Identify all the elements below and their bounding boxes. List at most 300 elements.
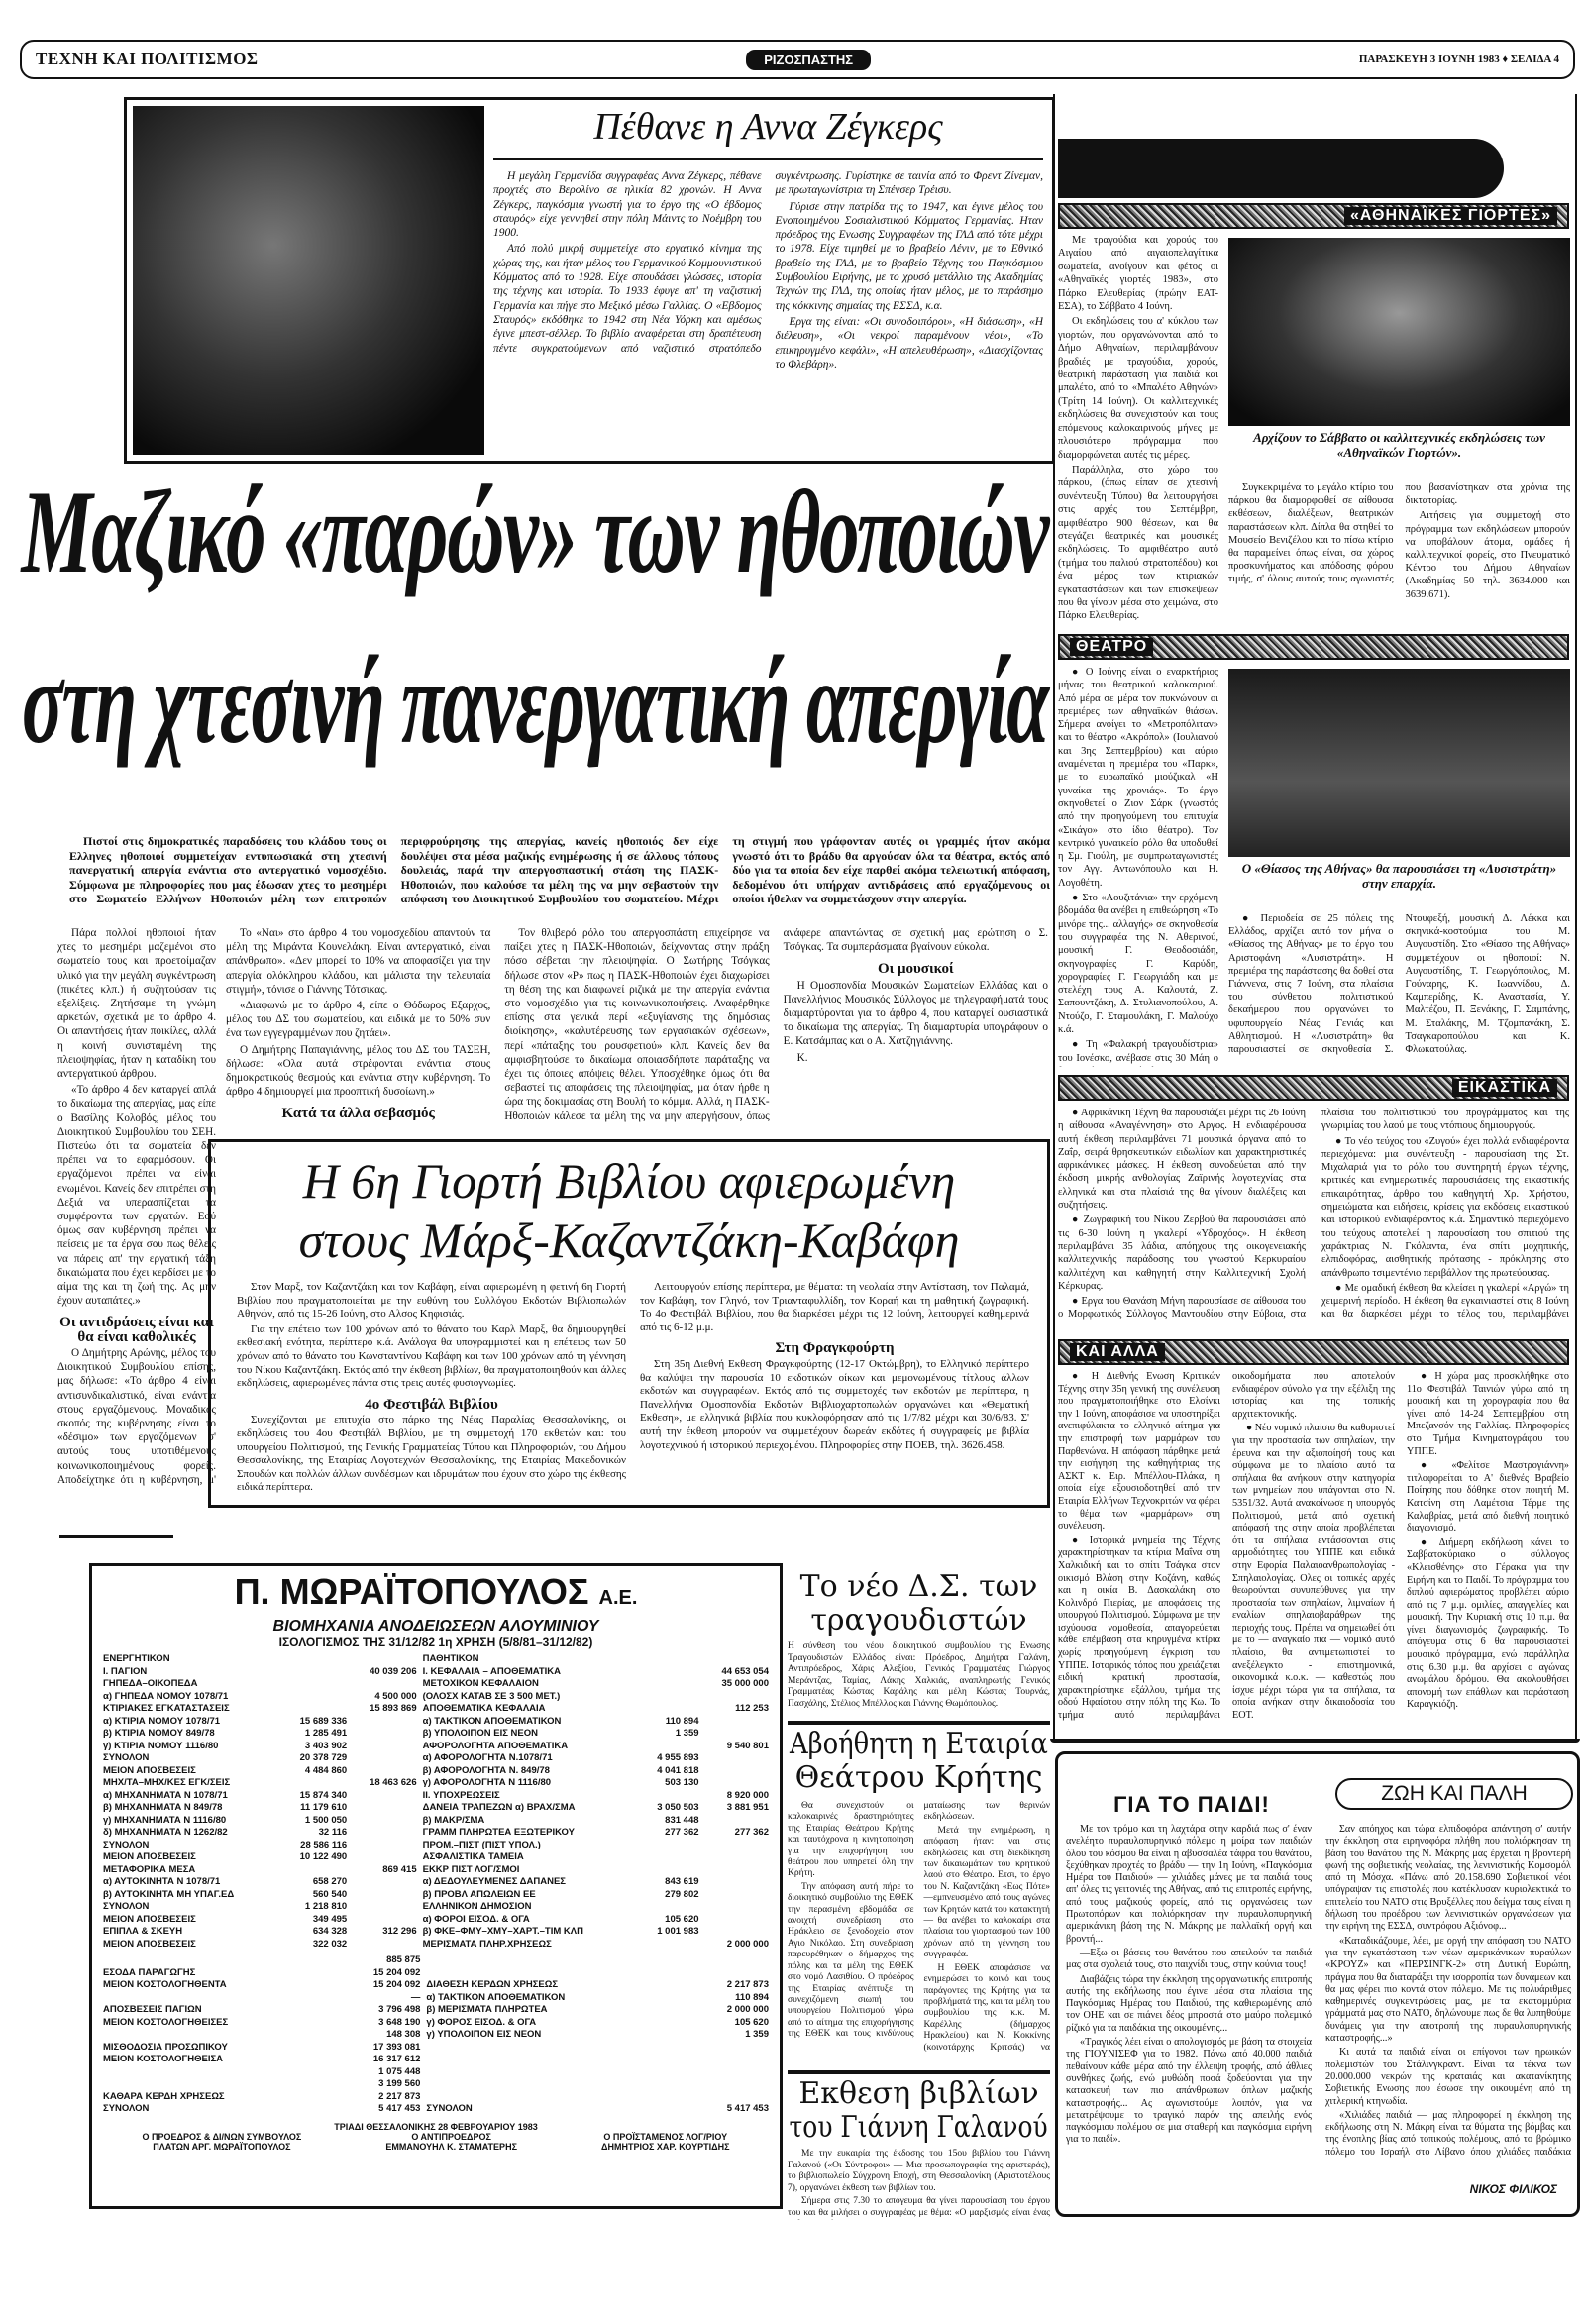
results-cell [687,1967,772,1980]
crete-theatre-article [788,1728,1050,2067]
paragraph: «Καταδικάζουμε, λέει, με οργή την απόφαση του ΝΑΤΟ για την εγκατάσταση των νέων αμερικάνικων πυραύλων «ΚΡΟΥΖ» και «ΠΕΡΣΙΝΓΚ-2» στη Δυτική Ευρώπη, πράγμα που θα διαταράξει την ισορροπία των δυνάμεων και θα μας φέρει πιο κοντά στον πόλεμο. Με τις πολυάριθμες καθημερινές συγκεντρώσεις μας, με τα εκατομμύρια γράμματά μας στο ΝΑΤΟ, δηλώνουμε πως δε θα λυπηθούμε δυνάμεις για την αποτροπή της πυραυλοπυρηνικής καταστροφής...» [1325,1935,1571,2045]
balance-cell: γ) ΑΦΟΡΟΛΟΓΗΤΑ Ν 1116/80 [422,1777,552,1788]
theatre-text-2 [1228,912,1570,1067]
arts-text [1058,1107,1569,1332]
crete-body [788,1801,1050,2061]
banner-label: «ΑΘΗΝΑΪΚΕΣ ΓΙΟΡΤΕΣ» [1344,207,1557,225]
balance-cell: 279 802 [665,1888,699,1900]
balance-cell: 658 270 [312,1876,348,1887]
section-title: ΤΕΧΝΗ ΚΑΙ ΠΟΛΙΤΙΣΜΟΣ [36,50,259,68]
results-cell [678,2004,688,2017]
banner-theatre [1058,634,1569,660]
balance-cell [702,1864,772,1877]
balance-row [100,1765,772,1778]
balance-cell: 1 285 491 [304,1728,348,1739]
results-cell: 15 204 092 [372,1979,421,1990]
balance-row [100,1678,772,1691]
results-row [100,2078,772,2091]
crete-title-line2: Θεάτρου Κρήτης [794,1760,1043,1795]
balance-row [100,1939,772,1952]
strike-body-col1 [57,926,216,1486]
balance-cell: 20 378 729 [299,1752,348,1763]
subheading: 4ο Φεστιβάλ Βιβλίου [365,1396,498,1413]
results-row [100,2042,772,2055]
balance-cell [702,1691,772,1704]
balance-cell: I. ΚΕΦΑΛΑΙΑ – ΑΠΟΘΕΜΑΤΙΚΑ [422,1665,562,1677]
balance-cell [702,1901,772,1914]
results-cell: 1 075 448 [378,2065,421,2077]
balance-cell: 110 894 [665,1715,699,1727]
results-cell: γ) ΥΠΟΛΟΙΠΟΝ ΕΙΣ ΝΕΟΝ [426,2029,542,2040]
paragraph: Θα συνεχιστούν οι καλοκαιρινές δραστηριότητες της Εταιρίας Θεάτρου Κρήτης και ταυτόχρονα η κινητοποίηση για την επιχορήγηση του θεάτρου που υπηρετεί όλη την Κρήτη. [788,1801,914,1879]
signature-line: ΔΗΜΗΤΡΙΟΣ ΧΑΡ. ΚΟΥΡΤΙΔΗΣ [601,2141,730,2152]
balance-cell [350,1939,419,1952]
balance-cell [639,1790,701,1803]
results-cell [678,2078,688,2091]
balance-cell: 869 415 [382,1863,417,1875]
balance-cell: 40 039 206 [370,1665,417,1677]
balance-cell: 843 619 [665,1876,699,1887]
subheading: Οι αντιδράσεις είναι και θα είναι καθολικές [59,1315,214,1345]
balance-cell: β) ΚΤΙΡΙΑ ΝΟΜΟΥ 849/78 [103,1728,215,1739]
paragraph: Οι εκδηλώσεις του α' κύκλου των γιορτών, που οργανώνονται από το Δήμο Αθηναίων, περιλαμβάνουν βραδιές με τραγούδια, χορούς, θεατρική παράσταση για παιδιά και μπαλέτο, από το «Μπαλέτο Αθηνών» (Τρίτη 14 Ιούνη). Οι καλλιτεχνικές εκδηλώσεις θα συνεχιστούν και τους επόμενους καλοκαιρινούς μήνες με πλουσιότερο πρόγραμμα που διαμορφώνεται αυτές τις μέρες. [1058,316,1218,461]
galanos-body [788,2149,1050,2220]
newspaper-logo: ΡΙΖΟΣΠΑΣΤΗΣ [746,50,871,70]
balance-cell: ΜΕΙΟΝ ΑΠΟΣΒΕΣΕΙΣ [103,1938,196,1950]
results-cell [678,2029,688,2042]
balance-row [100,1752,772,1765]
issue-date: ΠΑΡΑΣΚΕΥΗ 3 ΙΟΥΝΗ 1983 ♦ ΣΕΛΙΔΑ 4 [1358,53,1559,65]
balance-cell: II. ΥΠΟΧΡΕΩΣΕΙΣ [422,1789,500,1801]
balance-cell: 3 403 902 [304,1740,348,1751]
results-cell [100,1992,330,2005]
balance-cell [280,1777,350,1790]
balance-cell: 1 500 050 [304,1814,348,1826]
paragraph: Με την ευκαιρία της έκδοσης του 15ου βιβλίου του Γιάννη Γαλανού («Οι Σύντροφοι» — Μια προσωπογραφία της αριστεράς), το βιβλιοπωλείο Σύγχρονη Εποχή, στη Θεσσαλονίκη (Αριστοτέλους 7), οργανώνει έκθεση των βιβλίων του. [788,2149,1050,2193]
balance-cell: 4 500 000 [374,1690,417,1702]
balance-cell: (ΟΛΟΣΧ ΚΑΤΑΒ ΣΕ 3 500 ΜΕΤ.) [422,1690,561,1702]
balance-row [100,1851,772,1864]
results-cell [687,2091,772,2104]
balance-cell: ΜΕΙΟΝ ΑΠΟΣΒΕΣΕΙΣ [103,1851,196,1862]
balance-row [100,1914,772,1927]
paragraph: ● Με ομαδική έκθεση θα κλείσει η γκαλερί «Αργώ» τη χειμερινή περίοδο. Η έκθεση θα εγκαινιαστεί στις 8 Ιούνη και θα διαρκέσει μέχρι το τέλος του, περιλαμβάνει [1321,1282,1569,1320]
child-body [1066,1824,1571,2170]
balance-cell: 112 253 [735,1703,769,1714]
balance-cell [350,1851,419,1864]
balance-cell [350,1840,419,1852]
main-headline-line2: στη χτεσινή πανεργατική απεργία [22,637,1048,769]
balance-cell: ΑΠΟΘΕΜΑΤΙΚΑ ΚΕΦΑΛΑΙΑ [422,1703,546,1714]
paragraph: Για την επέτειο των 100 χρόνων από το θάνατο του Καρλ Μαρξ, θα δημιουργηθεί εκθεσιακή ενότητα, περίπτερο κ.ά. Ανάλογα θα υπογραμμιστεί και η επέτειος των 50 χρόνων από το θάνατο του Κωνσταντίνου Καβάφη και των 100 χρόνων από τη γέννηση του Νίκου Καζαντζάκη. Εκτός από την έκθεση βιβλίων, θα πραγματοποιηθούν και άλλες εκδηλώσεις, αφιερωμένες πάντα στις τρεις αυτές φυσιογνωμίες. [237,1322,626,1390]
balance-cell [350,1815,419,1828]
balance-cell: 3 050 503 [657,1802,699,1813]
balance-cell: 44 653 054 [721,1665,769,1677]
results-cell [678,1954,688,1967]
balance-row [100,1728,772,1741]
paragraph: ● Το νέο τεύχος του «Ζυγού» έχει πολλά ενδιαφέροντα περιεχόμενα: μια συνέντευξη - παρουσίαση της Στ. Μιχαλαριά για το ρόλο του συντηρητή έργων τέχνης, κριτικές και ενημερωτικές παρουσιάσεις της εικαστικής επικαιρότητας, άρθρο του καθηγητή Χρ. Χρήστου, σημειώματα και ειδήσεις, κρίσεις για εκδόσεις εικαστικού και ιστορικού ενδιαφέροντος κ.ά. Σημαντικό περιεχόμενο του τεύχους αποτελεί η παρουσίαση του σπιτιού της χαράκτριας Ν. Γκόλαντα, ένα σπίτι μοχηπικής, ελπιδοφόρας, αισθητικής πρότασης - πρόκλησης στο απάνθρωπο τσιμεντένιο περιβάλλον της πρωτεύουσας. [1321,1135,1569,1279]
results-cell: ΑΠΟΣΒΕΣΕΙΣ ΠΑΓΙΩΝ [103,2004,202,2015]
balance-row [100,1703,772,1716]
galanos-title-line2: του Γιάννη Γαλανού [789,2110,1049,2145]
results-cell: ΜΕΙΟΝ ΚΟΣΤΟΛΟΓΗΘΕΙΣΕΣ [103,2016,229,2028]
results-cell [687,1954,772,1967]
results-cell: 5 417 453 [726,2103,769,2114]
results-cell [687,2078,772,2091]
results-cell [423,2091,677,2104]
paragraph: ● Αφρικάνικη Τέχνη θα παρουσιάζει μέχρι τις 26 Ιούνη η αίθουσα «Αναγέννηση» στο Αργος. Η ενδιαφέρουσα αυτή έκθεση περιλαμβάνει 71 μουσικά όργανα από το Ζαΐρ, σειρά θρησκευτικών ειδωλίων και χαρακτηριστικές αφρικάνικες μάσκες. Η έκθεση συνοδεύεται από την έκδοση μικρής ανθολογίας Ζαϊρινής λογοτεχνίας στα ελληνικά και στα πλαίσιά της θα γίνουν διαλέξεις και συζητήσεις. [1058,1108,1306,1212]
results-cell [100,2078,330,2091]
results-row [100,2054,772,2066]
balance-cell: ΑΦΟΡΟΛΟΓΗΤΑ ΑΠΟΘΕΜΑΤΙΚΑ [422,1740,569,1751]
results-row [100,2066,772,2079]
signature-line: ΠΛΑΤΩΝ ΑΡΓ. ΜΩΡΑΪΤΟΠΟΥΛΟΣ [153,2141,291,2152]
results-cell [423,1967,677,1980]
paragraph: ● Ζωγραφική του Νίκου Ζερβού θα παρουσιάσει από τις 6-30 Ιούνη η γκαλερί «Υδροχόος». Η έκθεση περιλαμβάνει 35 λάδια, απόηχους της οικογενειακής καλλιτεχνικής παράδοσης του γνωστού Κερκυραίου καλλιτέχνη και καθηγητή στην Καλλιτεχνική Σχολή Κέρκυρας. [1058,1215,1306,1292]
results-row [100,1979,772,1992]
results-cell: — [410,1991,421,2003]
paragraph: ● Η Διεθνής Ενωση Κριτικών Τέχνης στην 35η γενική της συνέλευση που πραγματοποιήθηκε στο Ελσίνκι την 1 Ιούνη, αποφάσισε να υποστηρίξει ανεπιφύλακτα το ελληνικό αίτημα για την επιστροφή των μαρμάρων του Παρθενώνα. Η απόφαση πάρθηκε μετά την εισήγηση της καθηγήτριας της ΑΣΚΤ κ. Ειρ. Μπέλλου-Πλάκα, η οποία είχε εξουσιοδοτηθεί από την Εταιρία Ελλήνων Τεχνοκριτών να φέρει το θέμα των «μαρμάρων» στη συνέλευση. [1058,1371,1220,1532]
results-cell [678,1979,688,1992]
results-cell [687,2054,772,2066]
balance-cell: 1 218 810 [304,1901,348,1912]
balance-cell: ΠΡΟΜ.–ΠΙΣΤ (ΠΙΣΤ ΥΠΟΛ.) [422,1839,541,1850]
results-cell: 885 875 [386,1954,421,1965]
balance-cell [702,1889,772,1902]
balance-cell: 312 296 [382,1926,417,1937]
balance-cell [702,1876,772,1889]
balance-cell: γ) ΚΤΙΡΙΑ ΝΟΜΟΥ 1116/80 [103,1740,219,1751]
subheading: Κατά τα άλλα σεβασμός [281,1106,435,1122]
paragraph: Το «Ναι» στο άρθρο 4 του νομοσχεδίου απαντούν τα μέλη της Μιράντα Κουνελάκη. Είναι αντεργατικό, είναι απάνθρωπο». «Δεν μπορεί το 10% να αποφασίζει για την απεργία ολόκληρου κλάδου, και μάλιστα την τελευταία στιγμή», τόνισε ο Γιάννης Τότσικας. [226,927,491,996]
balance-cell [350,1728,419,1741]
balance-cell: δ) ΜΗΧΑΝΗΜΑΤΑ Ν 1262/82 [103,1827,228,1838]
balance-cell [280,1678,350,1691]
paragraph: Η ΕΘΕΚ αποφάσισε να ενημερώσει το κοινό και τους παράγοντες της Κρήτης για τα προβλήματά της, και τα μέλη του συμβουλίου της κ.κ. Μ. Καρέλλης (δήμαρχος Ηρακλείου) και Ν. Κοκκίνης (κοινοτάρχης Κριτσάς) να [923,1962,1050,2053]
seghers-body [493,169,1043,457]
balance-cell: α) ΚΤΙΡΙΑ ΝΟΜΟΥ 1078/71 [103,1715,221,1727]
paragraph: —Εξω οι βάσεις του θανάτου που απειλούν τα παιδιά μας στα σχολειά τους, στο παιχνίδι τους, στην κούνια τους! [1066,1947,1312,1971]
results-cell: 1 359 [745,2029,769,2040]
results-row [100,1992,772,2005]
results-cell: 16 317 612 [372,2054,421,2064]
balance-cell [280,1653,350,1666]
results-cell [678,2017,688,2030]
balance-cell: 1 001 983 [657,1926,699,1937]
balance-cell [639,1703,701,1716]
balance-cell [350,1741,419,1753]
balance-cell: 560 540 [312,1888,348,1900]
results-cell: 15 204 092 [372,1966,421,1978]
results-cell [687,2066,772,2079]
results-row [100,2103,772,2116]
balance-cell [702,1851,772,1864]
balance-row [100,1802,772,1815]
ad-subtitle: ΒΙΟΜΗΧΑΝΙΑ ΑΝΟΔΕΙΩΣΕΩΝ ΑΛΟΥΜΙΝΙΟΥ [272,1618,599,1635]
balance-cell: 18 463 626 [370,1777,417,1788]
balance-row [100,1926,772,1939]
results-cell: α) ΤΑΚΤΙΚΟΝ ΑΠΟΘΕΜΑΤΙΚΟΝ [426,1991,566,2003]
balance-cell: ΜΕΤΟΧΙΚΟΝ ΚΕΦΑΛΑΙΟΝ [422,1678,539,1689]
signature-block [385,2132,517,2152]
paragraph: Στη 35η Διεθνή Εκθεση Φραγκφούρτης (12-17 Οκτώμβρη), το Ελληνικό περίπτερο θα καλύψει την παρουσία 10 εκδοτικών οίκων και μεμονωμένους τίτλους άλλων εκδοτών και συγγραφέων. Εκτός από τις συμμετοχές των εκδοτών με περίπτερα, η Πανελλήνια Ομοσπονδία Εκδοτών Βιβλιοχαρτοπωλών οργανώνει και «Θεματική Εκθεση», με ελληνικά βιβλία που κυκλοφόρησαν από τις 1/7/82 μέχρι και 30/6/83. Σ' αυτή την έκθεση μπορούν να συμμετέχουν δωρεάν εκδότες ή συγγραφείς με βιβλία λογοτεχνικού ή ιστορικού περιεχομένου. Πληροφορίες στην ΠΟΕΒ, τηλ. 3626.458. [640,1357,1029,1451]
balance-row [100,1653,772,1666]
results-cell [678,2054,688,2066]
for-the-child-article [1055,1751,1580,2217]
strike-body-cols [226,926,1048,1134]
results-cell [678,2103,688,2116]
balance-cell [350,1752,419,1765]
company-name: Π. ΜΩΡΑΪΤΟΠΟΥΛΟΣ [234,1571,589,1612]
balance-cell [280,1691,350,1704]
singers-body: Η σύνθεση του νέου διοικητικού συμβουλίου της Ενωσης Τραγουδιστών Ελλάδος είναι: Πρόεδρος, Δημήτρα Γαλάνη, Αντιπρόεδρος, Χάρις Αλεξίου, Γενικός Γραμματέας Γιώργος Μεράντζας, Ταμίας, Λάκης Χαλκιάς, αναπληρωτής Γενικός Γραμματέας Κώστας Καράλης και μέλη Κώστας Τουρνάς, Πασχάλης, Στέλιος Μπέλλος και Γιάννης Θωμόπουλος. [788,1641,1050,1709]
balance-cell: 15 874 340 [299,1789,348,1801]
results-cell: 17 393 081 [372,2041,421,2053]
balance-row [100,1901,772,1914]
festival-photo-caption: Αρχίζουν το Σάββατο οι καλλιτεχνικές εκδηλώσεις των «Αθηναϊκών Γιορτών». [1253,430,1545,460]
balance-cell: ΕΠΙΠΛΑ & ΣΚΕΥΗ [103,1926,183,1937]
singers-title-line1: Το νέο Δ.Σ. των [799,1569,1038,1604]
balance-cell [702,1777,772,1790]
balance-row [100,1840,772,1852]
balance-cell [639,1678,701,1691]
festivals-text-2 [1228,481,1570,628]
balance-cell [639,1864,701,1877]
paragraph: ● Διήμερη εκδήλωση κάνει το Σαββατοκύριακο ο σύλλογος «Κλεισθένης» στο Γέρακα για την Ειρήνη και το Παιδί. Το πρόγραμμα του διπλού αφιερώματος προβλέπει αύριο από τις 7 μ.μ. ομιλίες, απαγγελίες και μουσική. Την Κυριακή στις 10 π.μ. θα γίνει διαγωνισμός ζωγραφικής. Το απόγευμα στις 6 θα παρουσιαστεί μουσικό πρόγραμμα, ενώ παράλληλα στις 6.30 μ.μ. θα αρχίσει ο αγώνας ανωμάλου δρόμου. Θα ακολουθήσει απονομή των επάθλων και παράσταση Καραγκιόζη. [1407,1536,1569,1711]
page-header [20,40,1575,79]
banner-label: ΘΕΑΤΡΟ [1070,638,1153,656]
paragraph: Συνεχίζονται με επιτυχία στο πάρκο της Νέας Παραλίας Θεσσαλονίκης, οι εκδηλώσεις του 4ου Φεστιβάλ Βιβλίου, με τη συμμετοχή 170 εκθετών και: του υπουργείου Πολιτισμού, της Γενικής Γραμματείας Τύπου και Πληροφοριών, του Δήμου Θεσσαλονίκης, της Εταιρίας Λογοτεχνών Θεσσαλονίκης, της Εταιρίας Μακεδονικών Σπουδών και πολλών άλλων συνδέσμων και ιδρυμάτων που έχουν στο χώρο της έκθεσης ειδικά περίπτερα. [237,1414,626,1494]
balance-cell: α) ΑΥΤΟΚΙΝΗΤΑ Ν 1078/71 [103,1876,221,1887]
ad-signatures [100,2132,772,2152]
signature-line: Ο ΑΝΤΙΠΡΟΕΔΡΟΣ [411,2131,491,2142]
balance-cell: 831 448 [665,1814,699,1826]
balance-row [100,1790,772,1803]
results-cell: ΕΣΟΔΑ ΠΑΡΑΓΩΓΗΣ [103,1966,196,1978]
lede-paragraph: Πιστοί στις δημοκρατικές παραδόσεις του κλάδου τους οι Ελληνες ηθοποιοί συμμετείχαν εντυπωσιακά στη χτεσινή πανεργατική απεργία ενάντια στο αντεργατικό νομοσχέδιο. Σύμφωνα με πληροφορίες που μας έδωσαν χτες το μεσημέρι στο Σωματείο Ελλήνων Ηθοποιών μέλη των επιτροπών περιφρούρησης της απεργίας, κανείς ηθοποιός δεν είχε δουλέψει στα μέσα μαζικής ενημέρωσης ή σε άλλους τόπους δουλειάς, παρά την απεργοσπαστική στάση της ΠΑΣΚ-Ηθοποιών, που καλούσε τα μέλη της να μην σεβαστούν την απόφαση του Διοικητικού Συμβουλίου του σωματείου. Μέχρι τη στιγμή που γράφονταν αυτές οι γραμμές ήταν ακόμα γνωστό ότι το βράδυ θα αργούσαν όλα τα θέατρα, εκτός από δύο για τα οποία δεν είχε παρθεί ακόμα τελειωτική απόφαση, δεδομένου ότι υπήρχαν αντιδράσεις από εργαζόμενους οι οποίοι ήθελαν να συμμετάσχουν στην απεργία. [69,834,1050,905]
paragraph: Λειτουργούν επίσης περίπτερα, με θέματα: τη νεολαία στην Αντίσταση, τον Παλαμά, τον Καβάφη, τον Γληνό, τον Τριανταφυλλίδη, τον Κοραή και τη μαθητική ζωγραφική. Το 4ο Φεστιβάλ Βιβλίου, που θα διαρκέσει μέχρι τις 12 Ιούνη, λειτουργεί καθημερινά από τις 6-12 μ.μ. [640,1281,1029,1333]
balance-cell [350,1914,419,1927]
balance-cell [350,1876,419,1889]
balance-cell: β) ΠΡΟΒΛ ΑΠΩΛΕΙΩΝ ΕΕ [422,1888,536,1900]
results-cell: 2 217 873 [378,2090,421,2102]
results-row [100,2017,772,2030]
banner-label: ΕΙΚΑΣΤΙΚΑ [1452,1079,1557,1097]
balance-cell: ΜΕΤΑΦΟΡΙΚΑ ΜΕΣΑ [103,1863,196,1875]
balance-cell: ΜΕΙΟΝ ΑΠΟΣΒΕΣΕΙΣ [103,1764,196,1776]
paragraph: «Τραγικός λέει είναι ο απολογισμός με βάση τα στοιχεία της ΓΙΟΥΝΙΣΕΦ για το 1982. Πάνω από 40.000 παιδιά πεθαίνουν κάθε μέρα από την έλλειψη τροφής, από άθλιες συνθήκες ζωής, ενώ μυθώδη ποσά ξοδεύονται για την κατασκευή των πιο απάνθρωπων όπλων μαζικής καταστροφής... Ας αγωνιστούμε λοιπόν, για να μετατρέψουμε το τραγικό παρόν της απειλής ενός παγκόσμιου πολέμου σε μια σταθερή και παγκόσμια ειρήνη για το παιδί». [1066,2037,1312,2146]
balance-cell [639,1939,701,1952]
banner-label: ΚΑΙ ΑΛΛΑ [1070,1343,1165,1361]
subheading: Στη Φραγκφούρτη [775,1340,895,1357]
singers-article [788,1570,1050,1719]
results-cell [100,1954,330,1967]
balance-cell: 634 328 [312,1926,348,1937]
balance-cell: 4 955 893 [657,1752,699,1763]
results-cell [687,2042,772,2055]
balance-cell: 2 000 000 [726,1938,769,1950]
results-cell: 3 199 560 [378,2078,421,2089]
balance-cell: α) ΜΗΧΑΝΗΜΑΤΑ Ν 1078/71 [103,1789,228,1801]
balance-cell: 4 041 818 [657,1764,699,1776]
paragraph: ● Η χώρα μας προσκλήθηκε στο 11ο Φεστιβάλ Ταινιών γύρω από τη μουσική και τη χορογραφία που θα γίνει από 14-24 Σεπτεμβρίου στη Μπεζανσόν της Γαλλίας. Πληροφορίες στο Τμήμα Κινηματογράφου του ΥΠΠΕ. [1407,1371,1569,1457]
paragraph: ● Ο Ιούνης είναι ο εναρκτήριος μήνας του θεατρικού καλοκαιριού. Από μέρα σε μέρα τον πυκνώνουν οι πρεμιέρες των αθηναϊκών θιάσων. Σήμερα ανοίγει το «Μετροπόλιταν» και το θέατρο «Ακρόπολ» (Ιουλιανού και 3ης Σεπτεμβρίου) και αύριο αναμένεται η πρεμιέρα του «Παρκ», με το ευρωπαϊκό μιούζικαλ «Η γυναίκα της χρονιάς». Το έργο σκηνοθετεί ο Ζιον Σάρκ (γνωστός από την προηγούμενη του επιτυχία «Σικάγο» στο ίδιο θέατρο). Τον κεντρικό γυναικείο ρόλο θα υποδυθεί η Σμ. Γιούλη, με συμπρωταγωνιστές τον Αγγ. Αντωνόπουλο και Η. Λογοθέτη. [1058,667,1218,889]
crete-title-line1: Αβοήθητη η Εταιρία [790,1727,1048,1761]
column-label-zoi-kai-pali: ΖΩΗ ΚΑΙ ΠΑΛΗ [1335,1778,1573,1810]
banner-athenian-festivals [1058,203,1569,229]
seghers-photo [133,106,484,455]
balance-cell [639,1653,701,1666]
balance-cell [639,1741,701,1753]
results-cell: ΜΕΙΟΝ ΚΟΣΤΟΛΟΓΗΘΕΙΣΑ [103,2054,224,2064]
paragraph: ● Περιοδεία σε 25 πόλεις της Ελλάδος, αρχίζει αυτό τον μήνα ο «Θίασος της Αθήνας» με το έργο του Αριστοφάνη «Λυσιστράτη». Η πρεμιέρα της παράστασης θα δοθεί στα Γιάννενα, στις 7 Ιούνη, στα πλαίσια του σύνθετου πολιτιστικού δεκαήμερου που οργανώνει το υφυπουργείο Νέας Γενιάς και Αθλητισμού. Η «Λυσιστράτη» θα παρουσιαστεί σε σκηνοθεσία Σ. Ντουφεξή, μουσική Δ. Λέκκα και σκηνικά-κοστούμια του Μ. Αυγουστίδη. Στο «Θίασο της Αθήνας» συμμετέχουν οι ηθοποιοί: Ν. Αυγουστίδης, Τ. Γεωργόπουλος, Μ. Γούναρης, Κ. Ιωαννίδου, Δ. Καμπερίδης, Κ. Αναστασία, Υ. Μαλτέζου, Π. Ξενάκης, Γ. Σαμπάνης, Μ. Σταλάκης, Μ. Τζομπανάκη, Σ. Τσαγκαροπούλου και Κ. Φλωκατούλας. [1228,913,1570,1056]
child-title: ΓΙΑ ΤΟ ΠΑΙΔΙ! [1113,1792,1270,1817]
balance-cell: ΚΤΙΡΙΑΚΕΣ ΕΓΚΑΤΑΣΤΑΣΕΙΣ [103,1703,230,1714]
paragraph: Σήμερα στις 7.30 το απόγευμα θα γίνει παρουσίαση του έργου του και θα μιλήσει ο συγγραφέας με θέμα: «Ο μαρξισμός είναι ένας [788,2196,1050,2218]
paragraph: Στον Μαρξ, τον Καζαντζάκη και τον Καβάφη, είναι αφιερωμένη η φετινή 6η Γιορτή Βιβλίου που πραγματοποιείται με την ευθύνη του Συλλόγου Εκδοτών Βιβλιοπωλών Αθηνών, από τις 15-26 Ιούνη, στο Αλσος Κηφισιάς. [237,1281,626,1320]
paragraph: «Χιλιάδες παιδιά — μας πληροφορεί η έκκληση της εκδήλωσης στη Ν. Μάκρη είναι τα θύματα της βόμβας και της ένοπλης βίας από τοπικούς πολέμους, από το βρώμικο πόλεμο του Ισραήλ στο Λίβανο όπου χιλιάδες παιδάκια [1325,2109,1571,2158]
results-table [100,1954,772,2116]
balance-cell: ΜΕΙΟΝ ΑΠΟΣΒΕΣΕΙΣ [103,1913,196,1925]
balance-cell: 322 032 [312,1938,348,1950]
signature-line: ΕΜΜΑΝΟΥΗΛ Κ. ΣΤΑΜΑΤΕΡΗΣ [385,2141,517,2152]
results-cell: γ) ΦΟΡΟΣ ΕΙΣΟΔ. & ΟΓΑ [426,2016,537,2028]
balance-cell [280,1703,350,1716]
balance-cell: β) ΦΚΕ–ΦΜΥ–ΧΜΥ–ΧΑΡΤ.–ΤΙΜ ΚΛΠ [422,1926,583,1937]
signature-line: Ο ΠΡΟΕΔΡΟΣ & ΔΙ/ΝΩΝ ΣΥΜΒΟΥΛΟΣ [142,2131,302,2142]
balance-cell [350,1802,419,1815]
divider [788,2070,1050,2074]
results-cell [423,2066,677,2079]
balance-cell [350,1678,419,1691]
ad-place-date: ΤΡΙΑΔΙ ΘΕΣΣΑΛΟΝΙΚΗΣ 28 ΦΕΒΡΟΥΑΡΙΟΥ 1983 [334,2121,538,2132]
balance-cell [350,1790,419,1803]
results-row [100,1967,772,1980]
banner-other-news [1058,1339,1569,1365]
balance-cell: β) ΑΦΟΡΟΛΟΓΗΤΑ Ν. 849/78 [422,1764,550,1776]
other-news-text [1058,1371,1569,1733]
paragraph: ● Νέο νομικό πλαίσιο θα καθοριστεί για την προστασία των σπηλαίων, την έρευνα και την αξιοποίησή τους και σύμφωνα με το πλαίσιο αυτό τα σπήλαια θα ανήκουν στην κατηγορία των μνημείων που υπάγονται στο Ν. 5351/32. Αυτά ανακοίνωσε η υπουργός Πολιτισμού, μετά από σχετική απόφασή της στην οποία προβλέπεται ότι τα σπήλαια εντάσσονται στις αρμοδιότητες του ΥΠΠΕ και ειδικά στην Εφορία Παλαιοανθρωπολογίας - Σπηλαιολογίας. Ολες οι τοπικές αρχές θεωρούνται συνυπεύθυνες για την προστασία των σπηλαίων, λιμναίων ή εναλίων σπηλαιοβαράθρων της περιοχής τους. Πρέπει να σημειωθεί ότι με το — αναγκαίο πια — νομικό αυτό πλαίσιο, θα αντιμετωπιστεί το ανεξέλεγκτο - επιστημονικά, οικονομικά κ.ο.κ. — καθεστώς που ίσχυε μέχρι τώρα για τα σπήλαια, τα οποία ανήκαν στην δικαιοδοσία του ΕΟΤ. [1232,1423,1396,1722]
results-cell [423,2042,677,2055]
balance-cell: ΜΕΡΙΣΜΑΤΑ ΠΛΗΡ.ΧΡΗΣΕΩΣ [422,1938,552,1950]
balance-cell [350,1716,419,1729]
bookfest-title-line1: Η 6η Γιορτή Βιβλίου αφιερωμένη [302,1153,956,1209]
paragraph: Συγκεκριμένα το μεγάλο κτίριο του πάρκου θα διαμορφωθεί σε αίθουσα εκθέσεων, διαλέξεων, θεατρικών παραστάσεων κλπ. Δίπλα θα στηθεί το Μουσείο Βενιζέλου και το πίσω κτίριο θα παραμείνει όπως είναι, σα χώρος προσκυνήματος και απόδοσης φόρου τιμής, σ' όλους αυτούς τους αγωνιστές που βασανίστηκαν στα χρόνια της δικτατορίας. [1228,482,1570,585]
balance-cell: ΕΚΚΡ ΠΙΣΤ ΛΟΓ/ΣΜΟΙ [422,1863,520,1875]
festival-photo [1228,238,1570,426]
balance-cell: ΕΝΕΡΓΗΤΙΚΟΝ [103,1653,170,1664]
results-cell [100,2066,330,2079]
balance-cell [702,1716,772,1729]
balance-cell: 349 495 [312,1913,348,1925]
divider [493,158,1043,160]
theatre-text [1058,666,1218,1067]
paragraph: Ο Δημήτρης Παπαγιάννης, μέλος του ΔΣ του ΤΑΣΕΗ, δήλωσε: «Ολα αυτά στρέφονται ενάντια στους δημοκρατικούς θεσμούς και ενάντια στην κυβέρνηση. Το άρθρο 4 δημιουργεί μια προοπτική δυσοίωνη.» [226,1043,491,1099]
paragraph: Σαν απόηχος και τώρα ελπιδοφόρα απάντηση σ' αυτήν την έκκληση στα ειρηνοφόρα πλήθη που πολιόρκησαν τη βάση του θανάτου της Ν. Μάκρης μας έρχεται η βροντερή φωνή της σοβιετικής νεολαίας, της λενινιστικής Κομσομόλ από τη Μόσχα. «Πάνω από 20.158.690 Σοβιετικοί νέοι υπόγραψαν τις επιστολές που κατέκλυσαν κυριολεκτικά το επιτελείο του ΝΑΤΟ στις Βρυξέλλες που δείγμα τους είναι η δήλωση του προέδρου των λενινιστικών οργανώσεων για την ειρήνη της ΕΣΣΔ, συντρόφου Αξιόνοφ... [1325,1824,1571,1933]
results-cell: 3 796 498 [378,2004,421,2015]
balance-cell: 9 540 801 [726,1740,769,1751]
balance-cell: 503 130 [665,1777,699,1788]
balance-cell: ΜΗΧ/ΤΑ–ΜΗΧ/ΚΕΣ ΕΓΚ/ΣΕΙΣ [103,1777,231,1788]
bookfest-title-line2: στους Μάρξ-Καζαντζάκη-Καβάφη [298,1213,960,1268]
column-divider [1053,94,1055,1739]
results-cell: β) ΜΕΡΙΣΜΑΤΑ ΠΛΗΡΩΤΕΑ [426,2004,548,2015]
section-banner-dark [1058,139,1504,198]
balance-cell [702,1653,772,1666]
balance-cell: ΑΣΦΑΛΙΣΤΙΚΑ ΤΑΜΕΙΑ [422,1851,524,1862]
galanos-title-line1: Εκθεση βιβλίων [798,2076,1039,2111]
balance-cell: 8 920 000 [726,1789,769,1801]
balance-cell: ΔΑΝΕΙΑ ΤΡΑΠΕΖΩΝ α) ΒΡΑΧ/ΣΜΑ [422,1802,576,1813]
paragraph: Η μεγάλη Γερμανίδα συγγραφέας Αννα Ζέγκερς, πέθανε προχτές στο Βερολίνο σε ηλικία 82 χρονών. Η Αννα Ζέγκερς, παγκόσμια γνωστή για το έργο της «Ο έβδομος σταυρός» είχε γεννηθεί στην πόλη Μάιντς το Νοέμβρη του 1900. [493,170,762,240]
balance-row [100,1777,772,1790]
balance-cell [702,1765,772,1778]
balance-cell [350,1827,419,1840]
results-cell [678,2091,688,2104]
results-cell: 3 648 190 [378,2016,421,2028]
balance-cell: ΓΡΑΜΜ ΠΛΗΡΩΤΕΑ ΕΞΩΤΕΡΙΚΟΥ [422,1827,575,1838]
column-divider [1575,94,1577,1739]
balance-row [100,1666,772,1679]
balance-cell [702,1914,772,1927]
balance-cell [702,1926,772,1939]
results-cell [423,1954,677,1967]
moraitopoulos-balance-ad [89,1563,783,2209]
balance-cell: 32 116 [318,1827,348,1838]
paragraph: Γύρισε στην πατρίδα της το 1947, και έγινε μέλος του Ενοποιημένου Σοσιαλιστικού Κόμματος Γερμανίας. Ηταν πρόεδρος της Ενωσης Συγγραφέων της ΓΛΔ από τότε μέχρι το 1978. Είχε τιμηθεί με το βραβείο Λένιν, με το Εθνικό βραβείο της ΓΛΔ, με το βραβείο Τέχνης του Παγκόσμιου Συμβουλίου Ειρήνης, με το χρυσό μετάλλιο της Ακαδημίας Τεχνών της ΓΛΔ, της οποίας ήταν μέλος, με το παράσημο της κόκκινης σημαίας της ΕΣΣΔ, κ.α. [775,200,1043,312]
results-cell: 2 000 000 [726,2004,769,2015]
results-cell: 110 894 [735,1991,769,2003]
balance-cell [639,1851,701,1864]
paragraph: Κ. [796,1051,808,1064]
paragraph: Ο Δημήτρης Αρώνης, μέλος του Διοικητικού Συμβουλίου επίσης, μας δήλωσε: «Το άρθρο 4 είναι αντισυνδικαλιστικό, είναι ενάντια στους εργαζόμενους. Μοναδικός σκοπός της κυβέρνησης είναι το «δέσιμο» των εργαζόμενων σ' αυτούς τους υποτιθέμενους κοινωνικοποιημένους φορείς. Αποδείχτηκε ότι η κυβέρνηση, μ' [57,1346,216,1486]
balance-cell: 4 484 860 [304,1764,348,1776]
balance-cell: β) ΑΥΤΟΚΙΝΗΤΑ ΜΗ ΥΠΑΓ.ΕΔ [103,1888,235,1900]
balance-cell [639,1840,701,1852]
paragraph: Με τον τρόμο και τη λαχτάρα στην καρδιά πως σ' έναν ανελέητο πυραυλοπυρηνικό πόλεμο η μοίρα των παιδιών όλου του κόσμου θα είναι η αβυσσαλέα τάφρα του θανάτου, ξεχύθηκαν προχτές το βράδυ — την 1η Ιούνη, «Παγκόσμια Ημέρα του Παιδιού» — χιλιάδες μάνες με τα παιδιά τους απ' όλες τις γειτονιές της Αθήνας, από τις επιτροπές ειρήνης, από τους μαζικούς φορείς, από τις οργανώσεις των Πρωτοπόρων και πολιόρκησαν την πυραυλοπυρηνική αμερικάνικη βάση της Ν. Μάκρης με παλλαϊκή οργή και βροντή... [1066,1824,1312,1945]
paragraph: Αιτήσεις για συμμετοχή στο πρόγραμμα των εκδηλώσεων μπορούν να υποβάλουν άτομα, ομάδες ή καλλιτεχνικοί φορείς, στο Πνευματικό Κέντρο του Δήμου Αθηναίων (Ακαδημίας 50 τηλ. 3634.000 και 3639.671). [1405,510,1570,600]
paragraph: Κι αυτά τα παιδιά είναι οι επίγονοι των ηρωικών πολεμιστών του Στάλινγκραντ. Είναι τα τέκνα των 20.000.000 νεκρών της κραταιάς και ακατανίκητης Σοβιετικής Ενωσης που έσωσε την οικουμένη από τη χιτλερική κτηνωδία. [1325,2047,1571,2107]
paragraph: Παράλληλα, στο χώρο του πάρκου, (όπως είπαν σε χτεσινή συνέντευξη Τύπου) θα λειτουργήσει στις αρχές του Σεπτέμβρη, αμφιθέατρο 900 θέσεων, και θα στεγάζει θεατρικές και μουσικές εκδηλώσεις. Το αμφιθέατρο αυτό (τμήμα του παλιού στρατοπέδου) και ένα μέρος των κτιριακών εγκαταστάσεων και των επισκεψεων που θα γίνουν μέσα στο χειμώνα, στο Πάρκο Ελευθερίας. [1058,464,1218,622]
balance-cell: ΓΗΠΕΔΑ–ΟΙΚΟΠΕΔΑ [103,1678,198,1689]
paragraph: Εργα της είναι: «Οι συνοδοιπόροι», «Η διάσωση», «Η διέλευση», «Οι νεκροί παραμένουν νέοι», «Το επικηρυγμένο κεφάλι», «Η απελευθέρωση», «Διασχίζοντας το Φλεβάρη». [775,315,1043,370]
balance-cell: 35 000 000 [721,1678,769,1689]
results-cell [100,2029,330,2042]
paragraph: ● Στο «Λουζιτάνια» την ερχόμενη βδομάδα θα ανέβει η επιθεώρηση «Το μινόρε της... αλλαγής» σε σκηνοθεσία του συγγραφέα της Ν. Αθερινού, μουσική Γ. Θεοδοσιάδη, σκηνογραφίες Γ. Καρύδη, χορογραφίες Γ. Γεωργιάδη και με στελέχη τους Α. Καλουτά, Ζ. Σαπουντζάκη, Δ. Στυλιανοπούλου, Α. Ντούζο, Γ. Σταμουλάκη, Γ. Μαλούχο κ.ά. [1058,893,1218,1036]
paragraph: «Διαφωνώ με το άρθρο 4, είπε ο Θόδωρος Εξαρχος, μέλος του ΔΣ του σωματείου, και ειδικά με το 50% συν ένα των εγγεγραμμένων που ζητάει». [226,1000,491,1040]
balance-cell: α) ΤΑΚΤΙΚΟΝ ΑΠΟΘΕΜΑΤΙΚΟΝ [422,1715,562,1727]
strike-lede [69,834,1050,919]
balance-cell: α) ΑΦΟΡΟΛΟΓΗΤΑ Ν.1078/71 [422,1752,553,1763]
balance-cell: I. ΠΑΓΙΟΝ [103,1665,148,1677]
results-cell: 105 620 [734,2016,769,2028]
balance-cell: 3 881 951 [726,1802,769,1813]
balance-row [100,1889,772,1902]
balance-cell [639,1691,701,1704]
divider [788,1721,1050,1725]
paragraph: «Το άρθρο 4 δεν καταργεί απλά το δικαίωμα της απεργίας, μας είπε ο Βασίλης Κολοβός, μέλος του Διοικητικού Συμβουλίου του ΣΕΗ. Πιστεύω ότι τα σωματεία δεν πρέπει να το εφαρμόσουν. Οι εργαζόμενοι πρέπει να είναι ενωμένοι. Κανείς δεν επιτρέπει στη Δεξιά να υπερασπίζεται τα συμφέροντα των εργατών. Εσύ όμως σαν κυβέρνηση πρέπει να πείσεις με τα έργα σου πως θέλεις να πάρεις απ' την εργατική τάξη δικαιώματα που έχει κερδίσει με το αίμα της και τη ζωή της. Ας μην έχουν αυταπάτες.» [57,1084,216,1308]
signature-block [601,2132,729,2152]
seghers-article [124,97,1055,464]
balance-cell: α) ΓΗΠΕΔΑ ΝΟΜΟΥ 1078/71 [103,1690,229,1702]
balance-cell [350,1653,419,1666]
paragraph: Μετά την ενημέρωση, η απόφαση ήταν: ναι στις εκδηλώσεις και στη διεκδίκηση των δικαιωμάτων του κρητικού λαού στο Θέατρο. Ετσι, το έργο του Ν. Καζαντζάκη «Εως Πότε» —εμπνευσμένο από τους αγώνες των Κρητών κατά του κατακτητή— θα ανέβει το καλοκαίρι στα πλαίσια του γιορτασμού των 100 χρόνων από τη γέννηση του συγγραφέα. [923,1825,1050,1960]
balance-cell [702,1728,772,1741]
results-cell: ΣΥΝΟΛΟΝ [103,2103,150,2114]
signature-block [143,2132,302,2152]
balance-row [100,1815,772,1828]
results-cell [678,1992,688,2005]
